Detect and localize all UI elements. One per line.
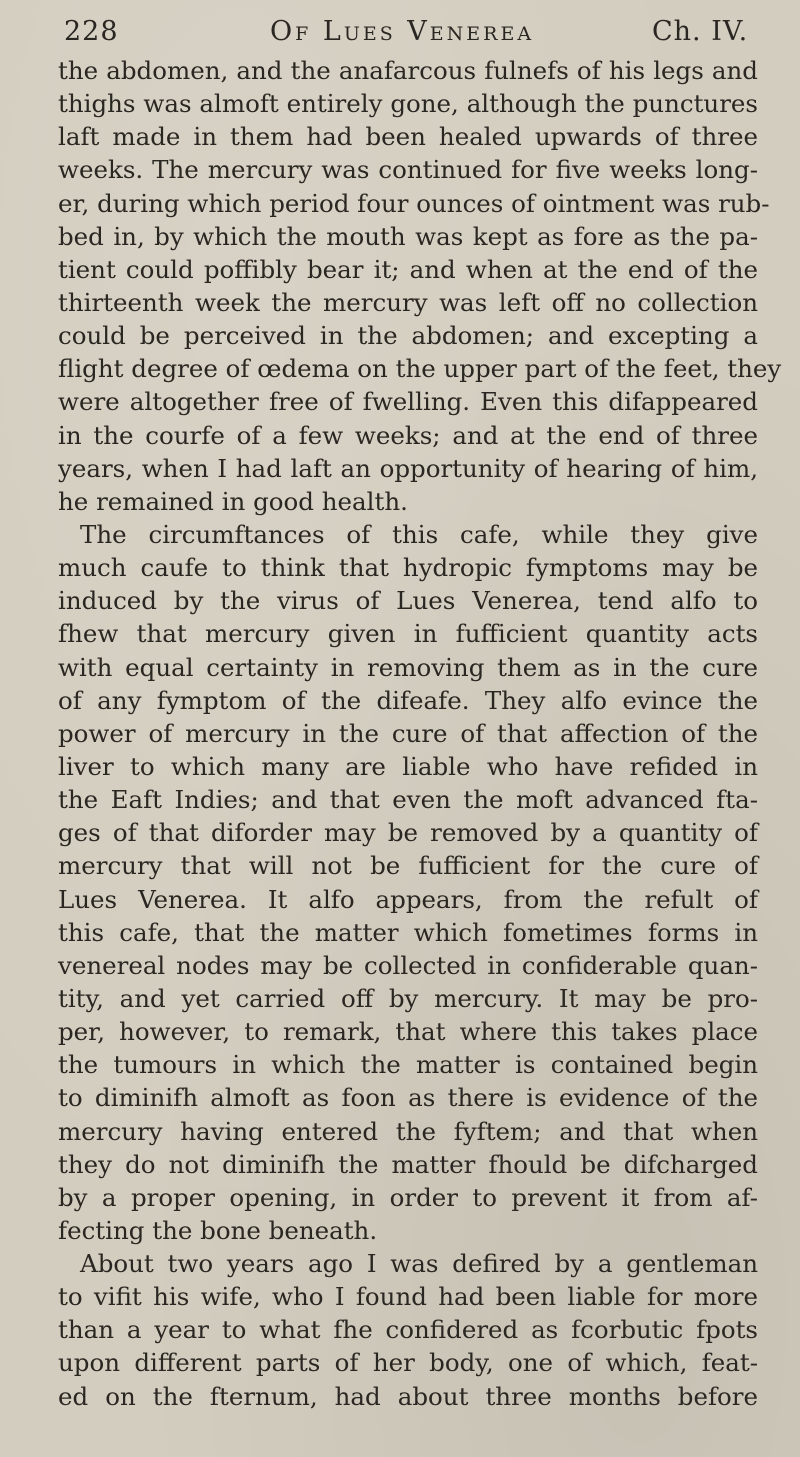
text-line: thirteenth week the mercury was left off no collection [58,287,758,317]
text-line: weeks. The mercury was continued for five weeks long- [58,155,758,185]
text-line: per, however, to remark, that where this takes place [58,1017,758,1047]
text-line: they do not diminifh the matter fhould be difcharged [58,1149,758,1179]
text-line: the tumours in which the matter is contained begin [58,1050,758,1080]
text-line: could be perceived in the abdomen; and excepting a [58,321,758,351]
text-line: flight degree of œdema on the upper part of the feet, they [58,354,782,384]
text-line: thighs was almoft entirely gone, although the punctures [58,89,758,119]
text-line: ges of that diforder may be removed by a quantity of [58,818,758,848]
text-line: tient could poffibly bear it; and when at the end of the [58,254,758,284]
text-line: to diminifh almoft as foon as there is evidence of the [58,1083,758,1113]
text-line: this cafe, that the matter which fometimes forms in [58,917,758,947]
text-line: with equal certainty in removing them as in the cure [58,652,758,682]
paragraph-start-line: About two years ago I was defired by a gentleman [80,1249,758,1279]
text-line: Lues Venerea. It alfo appears, from the refult of [58,884,758,914]
chapter-label: Ch. IV. [652,16,749,47]
text-line: power of mercury in the cure of that affection of the [58,718,758,748]
text-line: in the courfe of a few weeks; and at the end of three [58,420,758,450]
text-line: mercury having entered the fyftem; and that when [58,1116,758,1146]
text-line: the Eaft Indies; and that even the moft advanced fta- [58,785,758,815]
text-line: induced by the virus of Lues Venerea, tend alfo to [58,586,758,616]
text-line: er, during which period four ounces of ointment was rub- [58,188,770,218]
running-header [0,8,800,52]
text-line: upon different parts of her body, one of which, feat- [58,1348,758,1378]
text-line: venereal nodes may be collected in confiderable quan- [58,950,758,980]
text-line: much caufe to think that hydropic fymptoms may be [58,553,758,583]
text-line: ed on the fternum, had about three months before [58,1381,758,1411]
text-line: fhew that mercury given in fufficient quantity acts [58,619,758,649]
paragraph-start-line: The circumftances of this cafe, while they give [80,519,758,549]
running-title: Of Lues Venerea [270,16,535,47]
text-line: than a year to what fhe confidered as fcorbutic fpots [58,1315,758,1345]
text-line: fecting the bone beneath. [58,1215,378,1245]
text-line: by a proper opening, in order to prevent it from af- [58,1182,758,1212]
text-line: to vifit his wife, who I found had been liable for more [58,1282,758,1312]
body-text [58,54,782,1413]
text-line: he remained in good health. [58,486,408,516]
text-line: were altogether free of fwelling. Even this difappeared [58,387,758,417]
text-line: tity, and yet carried off by mercury. It may be pro- [58,983,758,1013]
text-line: years, when I had laft an opportunity of hearing of him, [58,453,758,483]
text-line: mercury that will not be fufficient for the cure of [58,851,758,881]
text-line: bed in, by which the mouth was kept as fore as the pa- [58,221,758,251]
text-line: the abdomen, and the anafarcous fulnefs of his legs and [58,56,758,85]
text-line: of any fymptom of the difeafe. They alfo evince the [58,685,758,715]
page-number: 228 [64,16,119,47]
text-line: liver to which many are liable who have refided in [58,751,758,781]
text-line: laft made in them had been healed upwards of three [58,122,758,152]
